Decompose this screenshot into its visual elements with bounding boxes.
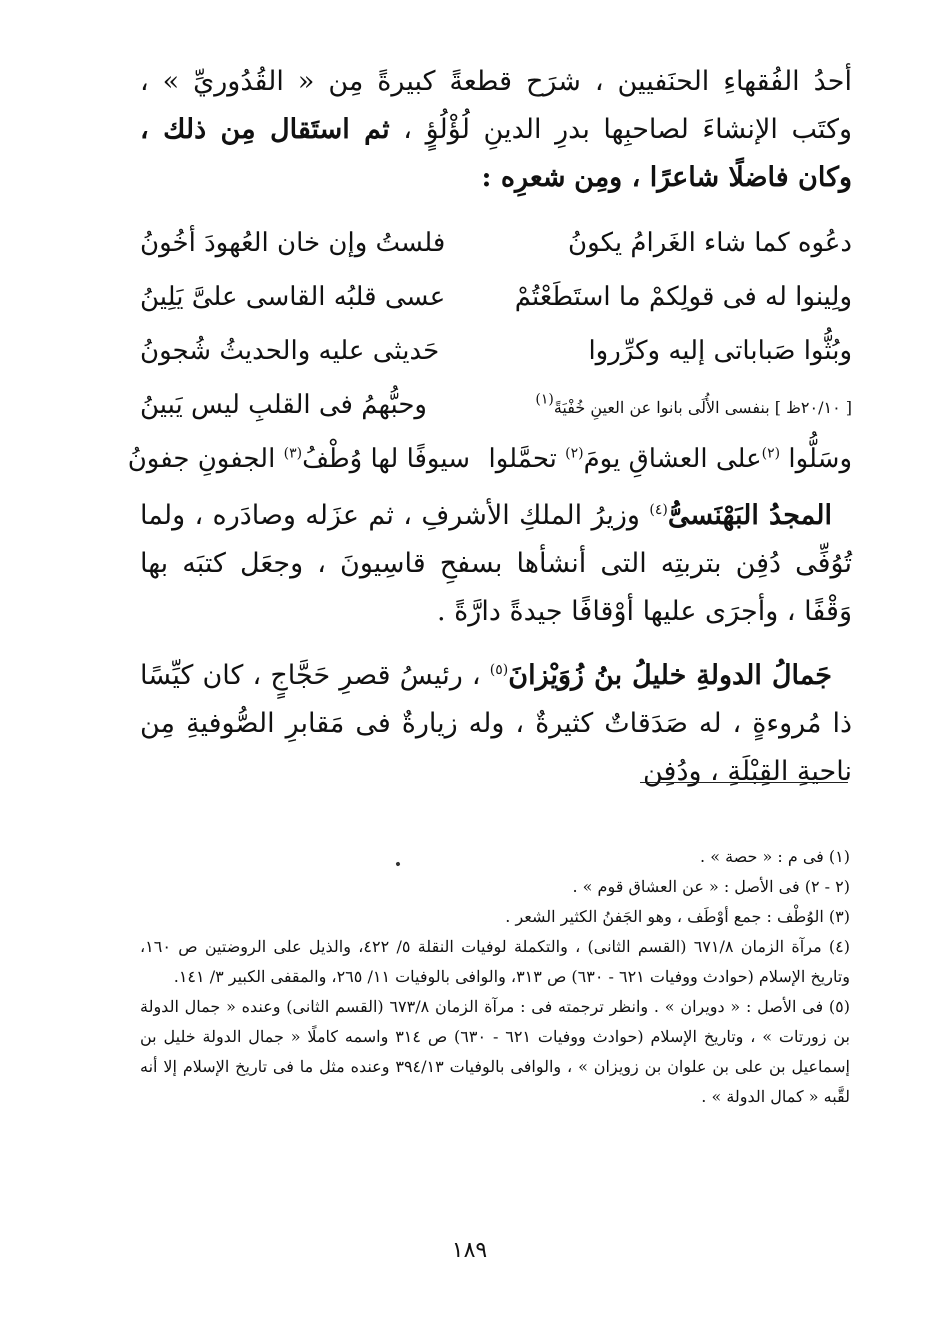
- text-line: أحدُ الفُقهاءِ الحنَفيين ، شرَح قطعةً كبيرةً مِن « القُدُوريِّ » ، وكتَب الإنشاءَ: [140, 66, 852, 145]
- footnote-marker: (٢): [761, 445, 781, 462]
- footnote: (١) فى م : « حصة » .: [700, 847, 850, 866]
- footnotes: [140, 842, 850, 1112]
- verse-second-hemistich: فلستُ وإن خان العُهودَ أخُونُ: [140, 228, 446, 258]
- verse-text: الجفونِ جفونُ: [127, 444, 284, 474]
- verse-first-hemistich: دعُوه كما شاء الغَرامُ يكونُ: [568, 228, 852, 258]
- verse-second-hemistich: حَديثى عليه والحديثُ شُجونُ: [140, 336, 440, 366]
- footnote-marker: (٣): [283, 445, 303, 462]
- verse-line: [140, 378, 852, 432]
- verse-first-hemistich: وبُثُّوا صَباباتى إليه وكرِّروا: [588, 336, 852, 366]
- verse-text: على العشاقِ يومَ: [583, 444, 762, 474]
- entry-text: وزيرُ الملكِ الأشرفِ ، ثم عزَله وصادَره ، ولما تُوُفِّى دُفِن بتربتِه التى أنشأها بسفحِ قاسِيونَ ، وجعَل كتبَه بها وَقْفًا ، وأجرَى عليها أوْقافًا جيدةً دارَّةً .: [140, 500, 852, 627]
- verse-first-hemistich: ولِينوا له فى قولِكمْ ما استَطَعْتُمْ: [514, 282, 852, 312]
- text-line: لصاحبِها بدرِ الدينِ لُؤْلُؤٍ ،: [389, 114, 689, 145]
- poem: [127, 216, 852, 486]
- verse-line: [140, 324, 852, 378]
- verse-first-hemistich: [488, 432, 852, 486]
- paragraph-bahnasi: [140, 492, 852, 636]
- footnote-separator: [640, 782, 848, 783]
- spacer: [140, 636, 852, 652]
- verse-second-hemistich: عسى قلبُه القاسى علىَّ يَلِينُ: [140, 282, 446, 312]
- page-number: ١٨٩: [451, 1238, 488, 1263]
- paragraph-intro: [140, 58, 852, 202]
- footnote: (٢ - ٢) فى الأصل : « عن العشاق قوم » .: [572, 877, 850, 896]
- verse-text: تحمَّلوا: [488, 444, 566, 474]
- entry-name: جَمالُ الدولةِ خليلُ بنُ زُوَيْزانَ: [508, 660, 832, 691]
- verse-line: [140, 216, 852, 270]
- verse-text: سيوفًا لها وُطْفُ: [302, 444, 470, 474]
- footnote-marker: (٢): [565, 445, 584, 462]
- bold-text: ثم استَقال مِن ذلك ، وكان فاضلًا شاعرًا ، ومِن: [140, 114, 852, 193]
- verse-line: [140, 270, 852, 324]
- verse-line: [127, 432, 852, 486]
- verse-second-hemistich: [127, 432, 470, 486]
- footnote: (٤) مرآة الزمان ٦٧١/٨ (القسم الثانى) ، والتكملة لوفيات النقلة ٥/ ٤٢٢، والذيل على الروضتين ص ١٦٠، وتاريخ الإسلام (حوادث ووفيات ٦٢١ - ٦٣٠) ص ٣١٣، والوافى بالوفيات ١١/ ٢٦٥، والمقفى الكبير ٣/ ١٤١.: [140, 937, 851, 986]
- verse-first-hemistich: [522, 378, 852, 432]
- paragraph-zuwayzan: [140, 652, 852, 796]
- footnote: (٥) فى الأصل : « دويران » . وانظر ترجمته فى : مرآة الزمان ٦٧٣/٨ (القسم الثانى) وعنده « جمال الدولة بن زورتات » ، وتاريخ الإسلام (حوادث ووفيات ٦٢١ - ٦٣٠) ص ٣١٤ واسمه كاملًا « جمال الدولة خليل بن إسماعيل بن على بن علوان بن زويزان » ، والوافى بالوفيات ٣٩٤/١٣ وعنده مثل ما فى تاريخ الإسلام إلا أنه لقَّبه « كمال الدولة » .: [140, 997, 851, 1106]
- footnote-marker: (٤): [649, 502, 668, 518]
- entry-text: ، رئيسُ قصرِ حَجَّاجٍ ، كان كيِّسًا ذا مُروءةٍ ، له صَدَقاتٌ كثيرةٌ ، وله زيارةٌ فى مَقابرِ الصُّوفيةِ مِن ناحيةِ القِبْلَةِ ، ودُفِن: [140, 660, 852, 787]
- footnote-marker: (٥): [489, 662, 509, 678]
- manuscript-note-text: [ ٢٠/١٠ظ ] بنفسى الأُلَى بانوا عن العينِ خُفْيَةً: [553, 398, 852, 417]
- bold-text: شعرِه :: [481, 162, 566, 193]
- verse-second-hemistich: وحبُّهمُ فى القلبِ ليس يَبينُ: [140, 390, 427, 420]
- verse-text: وسَلُّوا: [780, 444, 852, 474]
- main-text: [127, 58, 852, 796]
- entry-name: المجدُ البَهْنَسىُّ: [667, 500, 832, 531]
- footnote: (٣) الوُطْف : جمع أوْطَف ، وهو الجَفنُ الكثير الشعر .: [505, 907, 850, 926]
- footnote-marker: (١): [535, 391, 554, 408]
